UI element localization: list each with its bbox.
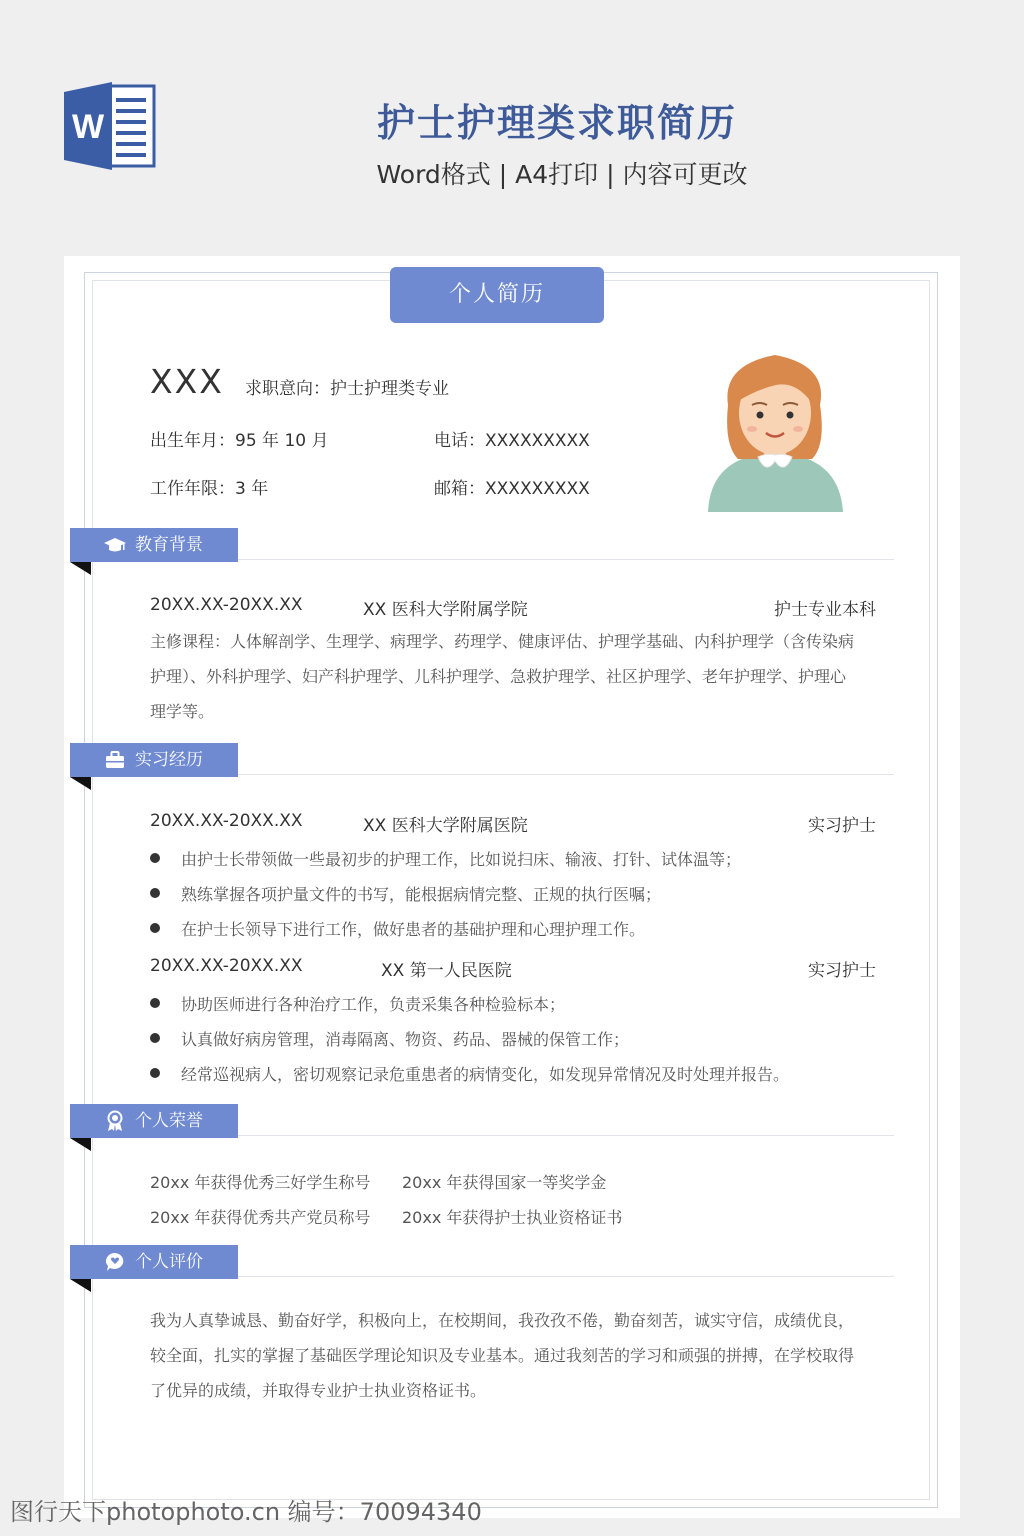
internship-row-1 [150, 811, 876, 835]
education-school: XX 医科大学附属学院 [363, 600, 528, 620]
speech-bubble-icon [104, 1251, 126, 1273]
section-header-education [70, 528, 238, 562]
education-row [150, 595, 876, 619]
section-header-internship [70, 743, 238, 777]
section-divider [238, 1276, 894, 1277]
honor-item: 20xx 年获得国家一等奖学金 [402, 1173, 607, 1192]
section-fold [70, 1138, 91, 1151]
internship-org: XX 第一人民医院 [381, 961, 512, 981]
section-fold [70, 777, 91, 790]
self-evaluation [150, 1303, 878, 1408]
section-header-evaluation [70, 1245, 238, 1279]
work-years: 工作年限：3 年 [150, 479, 269, 499]
duty-item: 认真做好病房管理，消毒隔离、物资、药品、器械的保管工作； [150, 1027, 880, 1051]
courses-line-2: 护理）、外科护理学、妇产科护理学、儿科护理学、急救护理学、社区护理学、老年护理学、护理心 [150, 667, 847, 686]
phone: 电话：XXXXXXXXX [434, 431, 590, 451]
section-fold [70, 1279, 91, 1292]
duty-item: 熟练掌握各项护量文件的书写，能根据病情完整、正规的执行医嘱； [150, 882, 880, 906]
education-courses [150, 624, 878, 729]
internship-date: 20XX.XX-20XX.XX [150, 811, 303, 831]
internship-date: 20XX.XX-20XX.XX [150, 956, 303, 976]
section-title-internship: 实习经历 [135, 750, 203, 770]
honor-item: 20xx 年获得优秀共产党员称号 [150, 1208, 371, 1227]
section-divider [238, 559, 894, 560]
section-title-education: 教育背景 [135, 535, 203, 555]
section-fold [70, 562, 91, 575]
honor-item: 20xx 年获得优秀三好学生称号 [150, 1173, 371, 1192]
courses-line-3: 理学等。 [150, 702, 215, 721]
bullet-dot [150, 853, 160, 863]
internship-role: 实习护士 [808, 961, 876, 981]
job-objective: 求职意向：护士护理类专业 [245, 379, 449, 399]
evaluation-line-1: 我为人真挚诚恳、勤奋好学，积极向上，在校期间，我孜孜不倦，勤奋刻苦，诚实守信，成绩优良， [150, 1311, 855, 1330]
evaluation-line-2: 较全面，扎实的掌握了基础医学理论知识及专业基本。通过我刻苦的学习和顽强的拼搏，在学校取得 [150, 1346, 855, 1365]
bullet-dot [150, 1033, 160, 1043]
duty-item: 由护士长带领做一些最初步的护理工作，比如说扫床、输液、打针、试体温等； [150, 847, 880, 871]
internship-role: 实习护士 [808, 816, 876, 836]
duty-item: 在护士长领导下进行工作，做好患者的基础护理和心理护理工作。 [150, 917, 880, 941]
honor-item: 20xx 年获得护士执业资格证书 [402, 1208, 623, 1227]
candidate-name: XXX [150, 362, 224, 401]
watermark: 图行天下photophoto.cn 编号：70094340 [10, 1498, 482, 1526]
avatar [700, 345, 850, 513]
bullet-dot [150, 998, 160, 1008]
internship-row-2 [150, 956, 876, 980]
page-subtitle: Word格式 | A4打印 | 内容可更改 [376, 160, 748, 189]
resume-badge: 个人简历 [390, 267, 604, 323]
graduation-cap-icon [104, 534, 126, 556]
birth-date: 出生年月：95 年 10 月 [150, 431, 329, 451]
section-divider [238, 774, 894, 775]
internship-org: XX 医科大学附属医院 [363, 816, 528, 836]
bullet-dot [150, 1068, 160, 1078]
bullet-dot [150, 923, 160, 933]
duty-item: 协助医师进行各种治疗工作，负责采集各种检验标本； [150, 992, 880, 1016]
duty-item: 经常巡视病人，密切观察记录危重患者的病情变化，如发现异常情况及时处理并报告。 [150, 1062, 880, 1086]
section-header-honors [70, 1104, 238, 1138]
evaluation-line-3: 了优异的成绩，并取得专业护士执业资格证书。 [150, 1381, 487, 1400]
word-logo-letter: W [71, 108, 105, 146]
page-title: 护士护理类求职简历 [376, 101, 737, 145]
courses-line-1: 主修课程：人体解剖学、生理学、病理学、药理学、健康评估、护理学基础、内科护理学（含传染病 [150, 632, 855, 651]
bullet-dot [150, 888, 160, 898]
section-title-evaluation: 个人评价 [135, 1252, 203, 1272]
section-divider [238, 1135, 894, 1136]
education-degree: 护士专业本科 [774, 600, 876, 620]
section-title-honors: 个人荣誉 [135, 1111, 203, 1131]
email: 邮箱：XXXXXXXXX [434, 479, 590, 499]
education-date: 20XX.XX-20XX.XX [150, 595, 303, 615]
award-ribbon-icon [104, 1110, 126, 1132]
briefcase-icon [104, 749, 126, 771]
